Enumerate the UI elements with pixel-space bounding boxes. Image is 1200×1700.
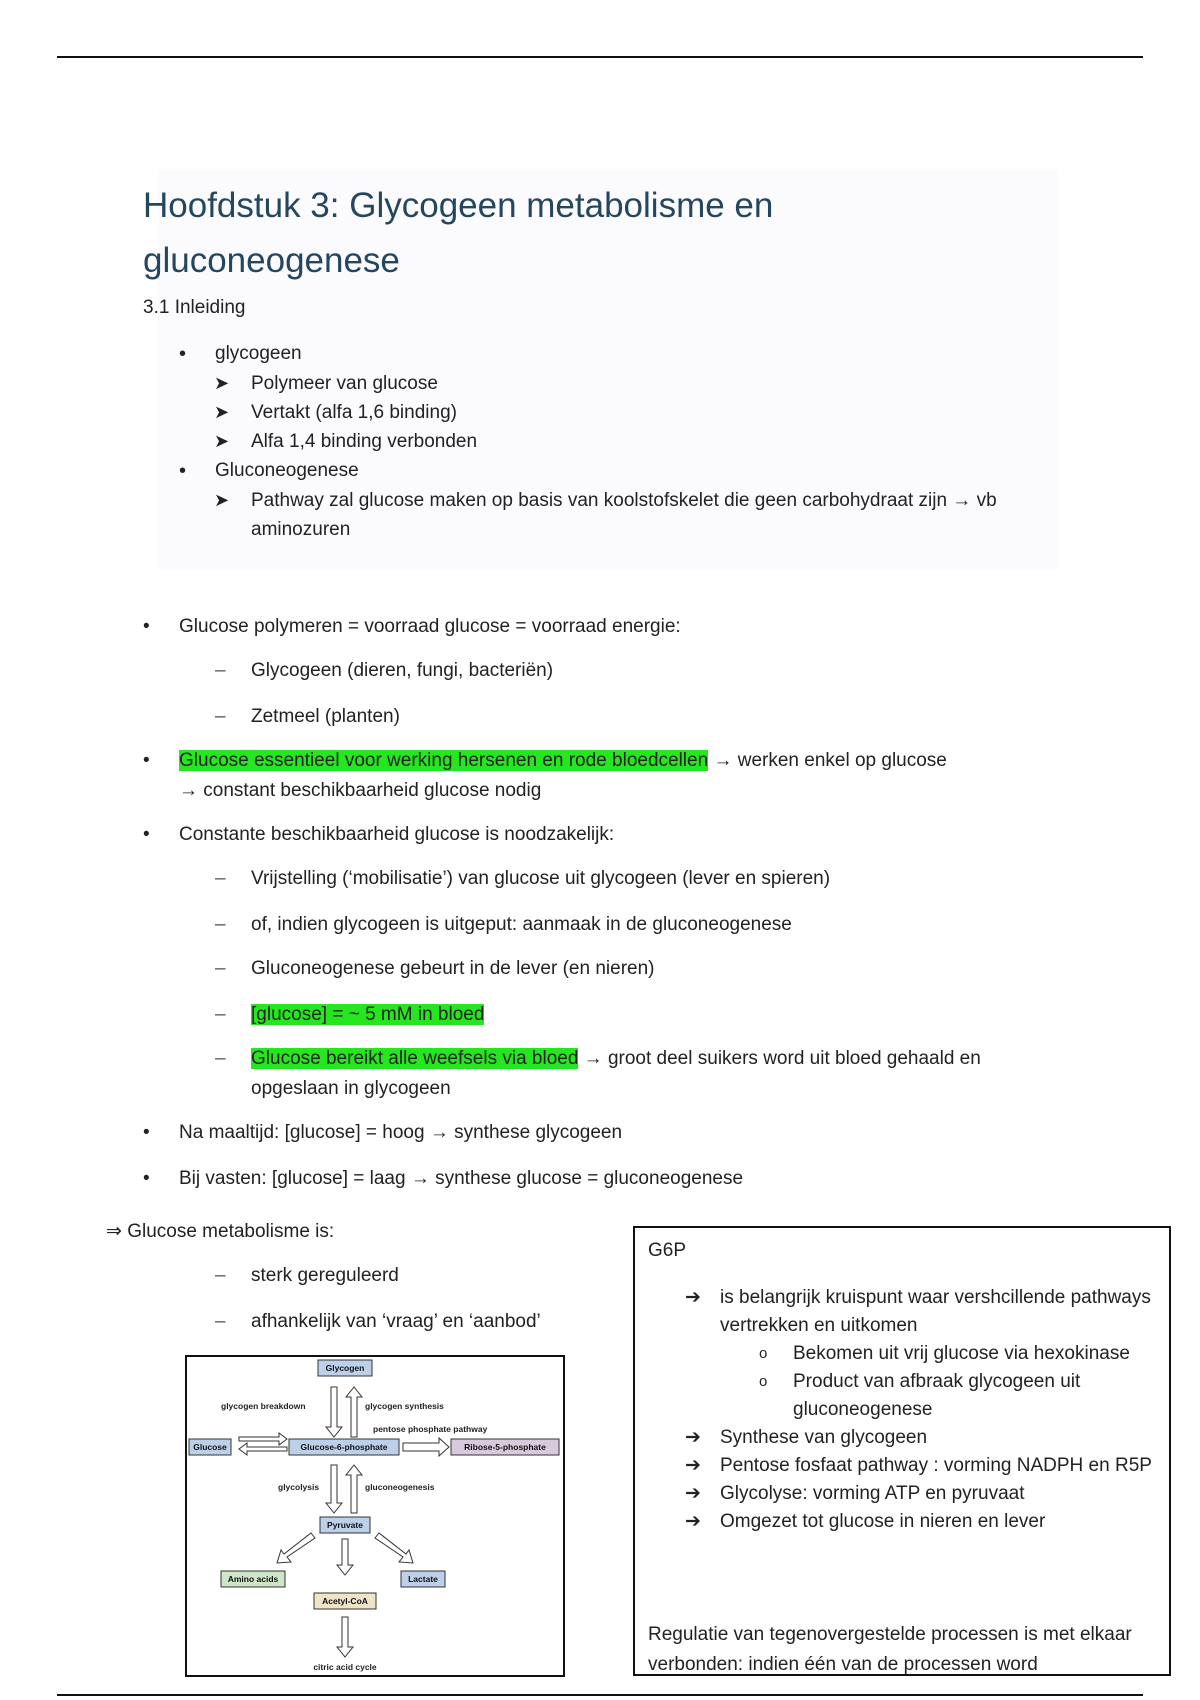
arrow-up-icon [346,1465,362,1513]
arrow-down-icon [326,1387,342,1437]
arrow-diagonal-icon [375,1533,413,1563]
glycogeen-sub-item: ➤ Vertakt (alfa 1,6 binding) [143,398,1063,427]
node-pyruvate-label: Pyruvate [327,1520,363,1530]
node-lactate-label: Lactate [408,1574,438,1584]
g6p-item: ➔ Pentose fosfaat pathway : vorming NADPH en R5P [635,1452,1171,1480]
label-ppp: pentose phosphate pathway [373,1424,488,1434]
arrow-icon: ➔ [685,1287,701,1308]
highlighted-text: [glucose] = ~ 5 mM in bloed [251,1004,485,1025]
list-subitem: – Glycogeen (dieren, fungi, bacteriën) [143,656,1083,686]
node-g6p-label: Glucose-6-phosphate [300,1442,388,1452]
g6p-item: ➔ Glycolyse: vorming ATP en pyruvaat [635,1480,1171,1508]
node-glucose-label: Glucose [193,1442,227,1452]
g6p-item: ➔ Omgezet tot glucose in nieren en lever [635,1508,1171,1536]
glycogeen-sub-item: ➤ Alfa 1,4 binding verbonden [143,427,1063,456]
g6p-item: ➔ Synthese van glycogeen [635,1424,1171,1452]
g6p-regulatie-text: Regulatie van tegenovergestelde processen is met elkaar verbonden: indien één van de processen word [648,1624,1132,1675]
node-amino-acids-label: Amino acids [227,1574,279,1584]
node-ribose-label: Ribose-5-phosphate [464,1442,546,1452]
intro-item-glycogeen: • glycogeen [143,339,1063,369]
highlighted-text: Glucose essentieel voor werking hersenen en rode bloedcellen [179,750,709,771]
arrow-down-icon [337,1539,353,1575]
metabolism-diagram-svg [187,1357,563,1675]
metabolism-list [143,1261,603,1337]
arrow-icon: ➔ [685,1427,701,1448]
list-subitem: – Zetmeel (planten) [143,702,1083,732]
arrow-down-icon [337,1617,353,1657]
list-subitem: – sterk gereguleerd [143,1261,603,1291]
bottom-rule [57,1694,1143,1696]
g6p-box-list [635,1284,1171,1536]
label-gluconeogenesis: gluconeogenesis [365,1482,435,1492]
arrow-icon: ➔ [685,1511,701,1532]
list-item-maaltijd: • Na maaltijd: [glucose] = hoog → synthese glycogeen [143,1118,1083,1148]
glycogeen-sub-item: ➤ Polymeer van glucose [143,369,1063,398]
page-title: Hoofdstuk 3: Glycogeen metabolisme en gluconeogenese [143,186,774,280]
list-subitem: – afhankelijk van ‘vraag’ en ‘aanbod’ [143,1307,603,1337]
list-subitem: – Gluconeogenese gebeurt in de lever (en nieren) [143,954,1083,984]
list-item-essentieel: • Glucose essentieel voor werking hersenen en rode bloedcellen → werken enkel op glucose → constant beschikbaarheid glucose nodig [143,746,1083,806]
g6p-item-kruispunt: ➔ is belangrijk kruispunt waar vershcillende pathways vertrekken en uitkomen [635,1284,1171,1340]
arrow-icon: ➔ [685,1483,701,1504]
metabolism-heading: ⇒ Glucose metabolisme is: [106,1221,335,1242]
list-subitem-bereikt: – Glucose bereikt alle weefsels via bloed → groot deel suikers word uit bloed gehaald en opgeslaan in glycogeen [143,1044,1083,1104]
g6p-box-title: G6P [648,1240,687,1261]
highlighted-text: Glucose bereikt alle weefsels via bloed [251,1048,579,1069]
intro-list [143,339,1063,544]
list-subitem-glucose-conc [143,1000,1083,1030]
node-acetyl-coa-label: Acetyl-CoA [322,1596,368,1606]
arrowhead-icon: ➤ [214,373,230,393]
list-subitem: – Vrijstelling (‘mobilisatie’) van glucose uit glycogeen (lever en spieren) [143,864,1083,894]
g6p-subitem: o Bekomen uit vrij glucose via hexokinase [635,1340,1171,1368]
label-glycogen-synthesis: glycogen synthesis [365,1401,444,1411]
list-item-constante: • Constante beschikbaarheid glucose is noodzakelijk: [143,820,1083,850]
list-item-vasten: • Bij vasten: [glucose] = laag → synthese glucose = gluconeogenese [143,1164,1083,1194]
list-subitem: – of, indien glycogeen is uitgeput: aanmaak in de gluconeogenese [143,910,1083,940]
arrow-right-icon [403,1438,449,1456]
label-glycogen-breakdown: glycogen breakdown [221,1401,306,1411]
label-citric-acid-cycle: citric acid cycle [313,1662,377,1672]
arrowhead-icon: ➤ [214,402,230,422]
arrow-up-icon [346,1387,362,1437]
section-heading: 3.1 Inleiding [143,297,246,318]
arrow-diagonal-icon [277,1533,315,1563]
arrow-down-icon [326,1465,342,1513]
gluconeogenese-sub-item: ➤ Pathway zal glucose maken op basis van koolstofskelet die geen carbohydraat zijn → vb aminozuren [143,486,1063,544]
arrowhead-icon: ➤ [214,490,230,510]
node-glycogen-label: Glycogen [325,1363,365,1373]
metabolism-diagram [185,1355,565,1677]
main-list [143,612,1083,1194]
circle-bullet-icon: o [759,1373,768,1390]
g6p-info-box [633,1226,1171,1676]
g6p-subitem: o Product van afbraak glycogeen uit gluconeogenese [635,1368,1171,1424]
label-glycolysis: glycolysis [278,1482,320,1492]
arrowhead-icon: ➤ [214,431,230,451]
arrow-icon: ➔ [685,1455,701,1476]
top-rule [57,56,1143,58]
circle-bullet-icon: o [759,1345,768,1362]
intro-item-gluconeogenese: • Gluconeogenese [143,456,1063,486]
list-item-polymeren: • Glucose polymeren = voorraad glucose = voorraad energie: [143,612,1083,642]
